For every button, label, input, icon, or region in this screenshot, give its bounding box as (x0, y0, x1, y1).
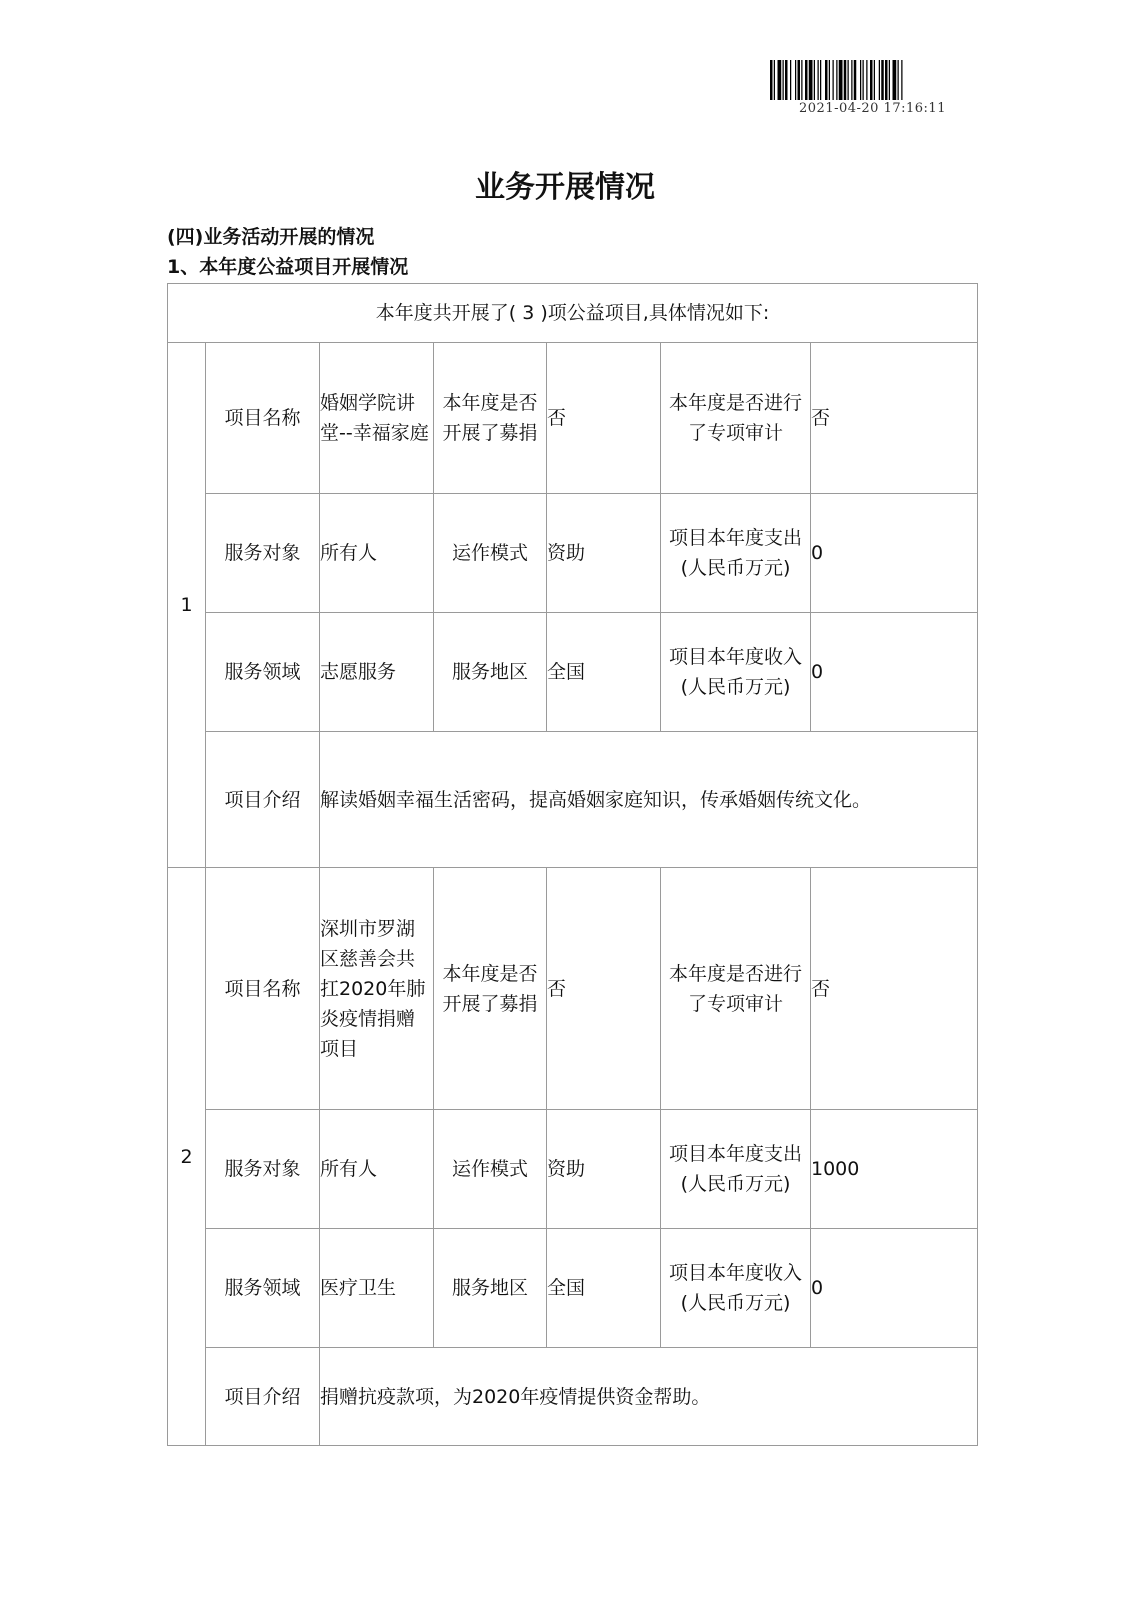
income-value: 0 (811, 1229, 978, 1348)
table-row (168, 1348, 978, 1446)
target-value: 所有人 (320, 1110, 434, 1229)
cell-label: 项目本年度收入(人民币万元) (661, 1229, 811, 1348)
cell-label: 项目介绍 (206, 1348, 320, 1446)
page-title: 业务开展情况 (475, 170, 655, 205)
cell-label: 服务领域 (206, 1229, 320, 1348)
table-row (168, 1229, 978, 1348)
project-index: 1 (168, 343, 206, 868)
cell-label: 服务对象 (206, 494, 320, 613)
project-name: 婚姻学院讲堂--幸福家庭 (320, 343, 434, 494)
table-row (168, 613, 978, 732)
income-value: 0 (811, 613, 978, 732)
cell-label: 本年度是否开展了募捐 (434, 868, 547, 1110)
expense-value: 0 (811, 494, 978, 613)
cell-label: 运作模式 (434, 1110, 547, 1229)
table-row (168, 1110, 978, 1229)
fundraising-value: 否 (547, 343, 661, 494)
cell-label: 本年度是否进行了专项审计 (661, 868, 811, 1110)
cell-label: 项目名称 (206, 343, 320, 494)
project-index: 2 (168, 868, 206, 1446)
timestamp: 2021-04-20 17:16:11 (799, 101, 946, 116)
region-value: 全国 (547, 1229, 661, 1348)
cell-label: 服务领域 (206, 613, 320, 732)
section-heading: (四)业务活动开展的情况 (167, 226, 375, 248)
expense-value: 1000 (811, 1110, 978, 1229)
cell-label: 项目介绍 (206, 732, 320, 868)
cell-label: 项目本年度收入(人民币万元) (661, 613, 811, 732)
cell-label: 项目本年度支出(人民币万元) (661, 494, 811, 613)
cell-label: 项目名称 (206, 868, 320, 1110)
table-row (168, 732, 978, 868)
table-summary: 本年度共开展了( 3 )项公益项目,具体情况如下: (168, 284, 978, 343)
cell-label: 本年度是否开展了募捐 (434, 343, 547, 494)
subsection-heading: 1、本年度公益项目开展情况 (167, 256, 409, 278)
audit-value: 否 (811, 343, 978, 494)
projects-table (167, 283, 978, 1446)
project-intro: 解读婚姻幸福生活密码，提高婚姻家庭知识，传承婚姻传统文化。 (320, 732, 978, 868)
table-row (168, 343, 978, 494)
project-name: 深圳市罗湖区慈善会共扛2020年肺炎疫情捐赠项目 (320, 868, 434, 1110)
barcode-icon (770, 60, 975, 100)
cell-label: 服务地区 (434, 1229, 547, 1348)
cell-label: 服务对象 (206, 1110, 320, 1229)
mode-value: 资助 (547, 1110, 661, 1229)
field-value: 志愿服务 (320, 613, 434, 732)
cell-label: 运作模式 (434, 494, 547, 613)
cell-label: 服务地区 (434, 613, 547, 732)
audit-value: 否 (811, 868, 978, 1110)
region-value: 全国 (547, 613, 661, 732)
table-row (168, 494, 978, 613)
cell-label: 本年度是否进行了专项审计 (661, 343, 811, 494)
mode-value: 资助 (547, 494, 661, 613)
project-intro: 捐赠抗疫款项，为2020年疫情提供资金帮助。 (320, 1348, 978, 1446)
field-value: 医疗卫生 (320, 1229, 434, 1348)
target-value: 所有人 (320, 494, 434, 613)
fundraising-value: 否 (547, 868, 661, 1110)
cell-label: 项目本年度支出(人民币万元) (661, 1110, 811, 1229)
table-row (168, 868, 978, 1110)
